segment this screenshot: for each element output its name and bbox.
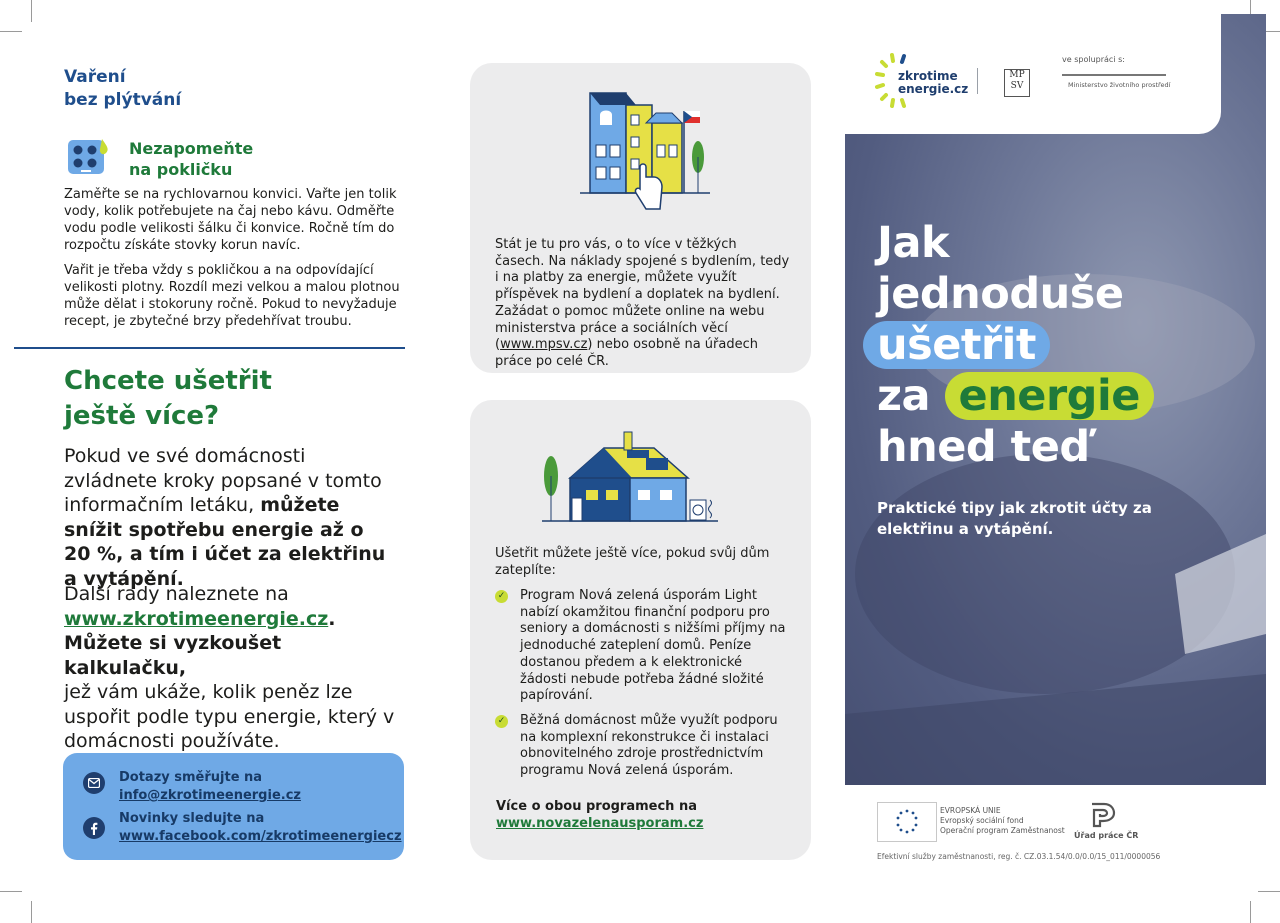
zkrotime-link[interactable]: www.zkrotimeenergie.cz xyxy=(64,607,329,630)
card-insulation xyxy=(470,400,811,860)
tip-paragraph-2: Vařit je třeba vždy s pokličkou a na odpovídající velikosti plotny. Rozdíl mezi velkou a malou plotnou může dělat i stokoruny ročně. Pokud to nevyžaduje recept, je zbytečné brzy předehřívat troubu. xyxy=(64,263,400,329)
bullet-item: ✓ Běžná domácnost může využít podporu na komplexní rekonstrukce či instalaci obnovitelného zdroje prostřednictvím programu Nová zelená úsporám. xyxy=(495,713,790,780)
tip-title: Nezapomeňte na pokličku xyxy=(129,139,254,179)
eu-text: EVROPSKÁ UNIE Evropský sociální fond Operační program Zaměstnanost xyxy=(940,806,1065,835)
hero-subtitle: Praktické tipy jak zkrotit účty za elektřinu a vytápění. xyxy=(877,499,1152,538)
insulation-intro: Ušetřit můžete ještě více, pokud svůj dům zateplíte: xyxy=(495,546,770,578)
bullet-item: ✓ Program Nová zelená úsporám Light nabízí okamžitou finanční podporu pro seniory a domácnosti s nižšími příjmy na jednoduché zateplení domů. Peníze dostanou předem a k elektronické žádosti nebude potřeba žádné složité papírování. xyxy=(495,588,790,705)
email-label: Dotazy směřujte na xyxy=(119,770,263,785)
footer-note: Efektivní služby zaměstnanosti, reg. č. CZ.03.1.54/0.0/0.0/15_011/0000056 xyxy=(877,852,1161,861)
ministry-rule xyxy=(1062,74,1166,76)
email-link[interactable]: info@zkrotimeenergie.cz xyxy=(119,788,301,803)
email-icon xyxy=(83,772,105,794)
tip-text xyxy=(64,186,402,330)
facebook-row xyxy=(83,810,402,846)
up-label: Úřad práce ČR xyxy=(1074,831,1139,840)
house-illustration xyxy=(542,428,722,528)
eu-flag xyxy=(877,802,937,842)
nzu-link[interactable]: www.novazelenausporam.cz xyxy=(496,816,704,831)
section-title-save-more: Chcete ušetřit ještě více? xyxy=(64,366,272,431)
facebook-label: Novinky sledujte na xyxy=(119,811,265,826)
check-icon: ✓ xyxy=(495,715,508,728)
mpsv-logo: MP SV xyxy=(1004,69,1030,97)
facebook-link[interactable]: www.facebook.com/zkrotimeenergiecz xyxy=(119,829,402,844)
email-row xyxy=(83,769,301,805)
facebook-icon xyxy=(83,817,105,839)
programs-more-label: Více o obou programech na xyxy=(496,799,697,814)
hero-title: Jak jednoduše ušetřit za energie hned teď xyxy=(877,218,1154,473)
cooperation-label: ve spolupráci s: xyxy=(1062,55,1125,64)
tip-paragraph-1: Zaměřte se na rychlovarnou konvici. Vařte jen tolik vody, kolik potřebujete na čaj nebo kávu. Odměřte vodu podle velikosti šálku či konvice. Ročně tím do rozpočtu získáte stovky korun navíc. xyxy=(64,187,397,253)
logo-separator xyxy=(977,68,978,94)
pill-save: ušetřit xyxy=(863,321,1050,369)
stove-icon xyxy=(66,137,110,177)
card-state-help xyxy=(470,63,811,373)
up-logo-icon xyxy=(1088,802,1118,828)
mpsv-link[interactable]: www.mpsv.cz xyxy=(500,337,588,353)
insulation-bullets xyxy=(495,588,790,788)
divider xyxy=(14,347,405,349)
zkrotime-logo-text: zkrotime energie.cz xyxy=(898,69,969,96)
more-tips-text: Další rady naleznete na www.zkrotimeenergie.cz. Můžete si vyzkoušet kalkulačku, jež vám ukáže, kolik peněz lze uspořit podle typu energie, který v domácnosti používáte. xyxy=(64,583,395,752)
programs-more xyxy=(496,798,703,832)
building-illustration xyxy=(576,85,716,225)
state-help-text: Stát je tu pro vás, o to více v těžkých časech. Na náklady spojené s bydlením, tedy i na platby za energie, můžete využít příspěvek na bydlení a doplatek na bydlení. Zažádat o pomoc můžete online na webu ministerstva práce a sociálních věcí (www.mpsv.cz) nebo osobně na úřadech práce po celé ČR. xyxy=(495,237,790,369)
ministry-name: Ministerstvo životního prostředí xyxy=(1068,81,1171,89)
save-more-text: Pokud ve své domácnosti zvládnete kroky popsané v tomto informačním letáku, můžete snížit spotřebu energie až o 20 %, a tím i účet za elektřinu a vytápění. xyxy=(64,445,386,590)
check-icon: ✓ xyxy=(495,590,508,603)
contact-box xyxy=(63,753,404,860)
pill-energy: energie xyxy=(945,372,1154,420)
section-title-cooking: Vaření bez plýtvání xyxy=(64,67,182,110)
